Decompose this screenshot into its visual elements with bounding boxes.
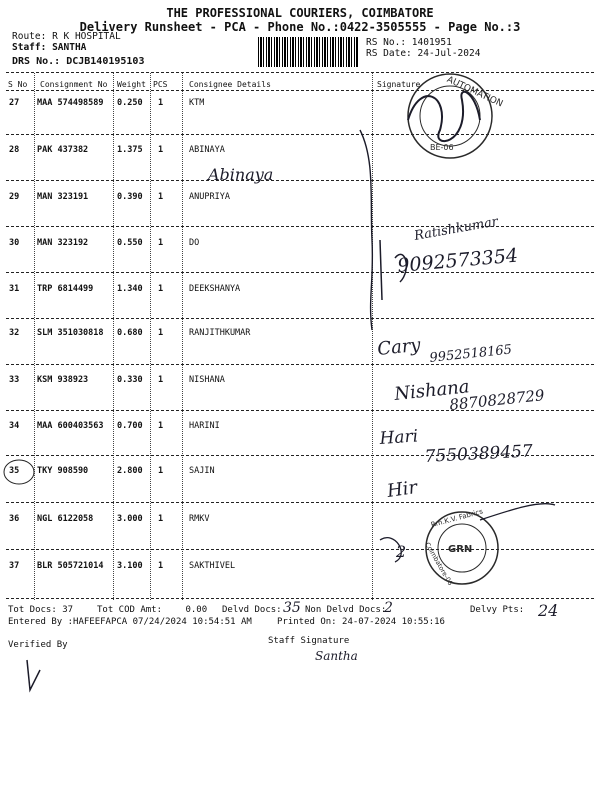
tot-docs-value: 37 <box>62 605 74 615</box>
handwritten-signature: Nishana <box>393 376 471 405</box>
handwritten-phone: 9092573354 <box>396 244 519 277</box>
handwritten-signature: Hir <box>385 476 419 502</box>
totals-line <box>8 605 73 615</box>
rs-date-value: 24-Jul-2024 <box>417 48 481 59</box>
row-pcs: 1 <box>158 238 164 248</box>
printed-on: Printed On: 24-07-2024 10:55:16 <box>277 617 445 627</box>
runsheet-subtitle: Delivery Runsheet - PCA - Phone No.:0422-3505555 - Page No.:3 <box>79 20 521 34</box>
row-sno: 27 <box>9 98 20 108</box>
row-weight: 0.700 <box>117 421 143 431</box>
col-consignment: Consignment No <box>40 80 108 89</box>
row-consignee: DEEKSHANYA <box>189 284 241 294</box>
handwritten-name: Abinaya <box>208 165 274 184</box>
row-consignee: RMKV <box>189 514 210 524</box>
handwritten-signature: Ratishkumar <box>413 214 500 244</box>
row-sno: 36 <box>9 514 20 524</box>
handwritten-points: 24 <box>538 601 559 620</box>
col-weight: Weight <box>117 80 146 89</box>
handwritten-phone: 9952518165 <box>428 342 513 366</box>
row-pcs: 1 <box>158 375 164 385</box>
stamp-text: AUTOMATION <box>445 74 505 110</box>
verified-by-label: Verified By <box>8 640 68 650</box>
drs-value: DCJB140195103 <box>66 56 145 67</box>
drs-label: DRS No.: <box>12 56 61 67</box>
stamp-inner-text: GRN <box>448 544 473 555</box>
row-consignee: RANJITHKUMAR <box>189 328 251 338</box>
col-signature: Signature <box>377 80 421 89</box>
entered-by: Entered By :HAFEEFAPCA 07/24/2024 10:54:51 AM <box>8 617 252 627</box>
row-pcs: 1 <box>158 192 164 202</box>
row-weight: 1.375 <box>117 145 143 155</box>
row-consignment: SLM 351030818 <box>37 328 104 338</box>
route-label: Route: <box>12 31 47 42</box>
rs-no-value: 1401951 <box>411 37 452 48</box>
row-consignment: TKY 908590 <box>37 466 89 476</box>
col-sno: S No <box>8 80 28 89</box>
verified-mark <box>27 660 40 690</box>
row-weight: 3.000 <box>117 514 143 524</box>
handwritten-phone: 8870828729 <box>448 386 546 414</box>
row-consignment: MAA 600403563 <box>37 421 104 431</box>
row-consignment: NGL 6122058 <box>37 514 94 524</box>
rmkv-stamp <box>423 507 498 586</box>
row-pcs: 1 <box>158 284 164 294</box>
row-consignment: MAN 323191 <box>37 192 89 202</box>
row-consignment: BLR 505721014 <box>37 561 104 571</box>
tot-docs-label: Tot Docs: <box>8 605 57 615</box>
row-sno: 29 <box>9 192 20 202</box>
row-consignee: ANUPRIYA <box>189 192 230 202</box>
company-title: THE PROFESSIONAL COURIERS, COIMBATORE <box>166 6 434 20</box>
signature-scribble <box>408 92 480 141</box>
non-delvd-label: Non Delvd Docs: <box>305 605 387 615</box>
route-value: R K HOSPITAL <box>52 31 121 42</box>
handwritten-number: 2 <box>396 542 407 561</box>
row-sno: 30 <box>9 238 20 248</box>
row-pcs: 1 <box>158 561 164 571</box>
rs-date-label: RS Date: <box>366 48 412 59</box>
row-weight: 0.550 <box>117 238 143 248</box>
handwritten-signature: Hari <box>378 426 419 449</box>
tot-cod-label: Tot COD Amt: <box>97 605 163 615</box>
row-weight: 2.800 <box>117 466 143 476</box>
row-consignment: TRP 6814499 <box>37 284 94 294</box>
row-pcs: 1 <box>158 145 164 155</box>
row-weight: 3.100 <box>117 561 143 571</box>
row-consignment: MAN 323192 <box>37 238 89 248</box>
staff-handwritten-signature: Santha <box>315 649 358 663</box>
row-sno: 33 <box>9 375 20 385</box>
row-consignee: ABINAYA <box>189 145 225 155</box>
row-pcs: 1 <box>158 466 164 476</box>
row-weight: 0.330 <box>117 375 143 385</box>
row-consignment: KSM 938923 <box>37 375 89 385</box>
row-sno: 32 <box>9 328 20 338</box>
stamp-text: Rm.K.V. Fabrics <box>430 507 484 530</box>
row-sno: 34 <box>9 421 20 431</box>
row-pcs: 1 <box>158 514 164 524</box>
row-weight: 1.340 <box>117 284 143 294</box>
staff-signature-label: Staff Signature <box>268 636 350 646</box>
col-consignee: Consignee Details <box>189 80 271 89</box>
row-sno: 35 <box>9 466 20 476</box>
tot-cod-value: 0.00 <box>185 605 208 615</box>
col-pcs: PCS <box>153 80 168 89</box>
row-consignee: DO <box>189 238 200 248</box>
row-pcs: 1 <box>158 98 164 108</box>
row-consignee: HARINI <box>189 421 220 431</box>
row-consignment: PAK 437382 <box>37 145 89 155</box>
staff-value: SANTHA <box>52 42 87 53</box>
row-weight: 0.390 <box>117 192 143 202</box>
stamp-inner-text: BE-06 <box>430 143 454 152</box>
staff-label: Staff: <box>12 42 47 53</box>
rs-no-label: RS No.: <box>366 37 407 48</box>
row-consignee: NISHANA <box>189 375 225 385</box>
cod-line <box>97 605 207 615</box>
row-sno: 31 <box>9 284 20 294</box>
row-consignee: SAJIN <box>189 466 215 476</box>
delvd-label: Delvd Docs: <box>222 605 282 615</box>
circle-mark <box>4 460 34 484</box>
handwritten-delvd: 35 <box>283 600 301 616</box>
handwritten-phone: 7550389457 <box>424 441 534 467</box>
row-sno: 37 <box>9 561 20 571</box>
row-weight: 0.250 <box>117 98 143 108</box>
row-consignee: SAKTHIVEL <box>189 561 236 571</box>
row-pcs: 1 <box>158 328 164 338</box>
row-consignment: MAA 574498589 <box>37 98 104 108</box>
stamp-city-text: Coimbatore-06 <box>423 540 455 587</box>
handwritten-signature: Cary <box>376 334 422 360</box>
handwritten-nondelvd: 2 <box>384 600 393 616</box>
delvy-pts-label: Delvy Pts: <box>470 605 525 615</box>
bracket-stroke <box>360 130 372 330</box>
row-consignee: KTM <box>189 98 205 108</box>
row-weight: 0.680 <box>117 328 143 338</box>
row-pcs: 1 <box>158 421 164 431</box>
automation-stamp <box>408 74 504 158</box>
row-sno: 28 <box>9 145 20 155</box>
